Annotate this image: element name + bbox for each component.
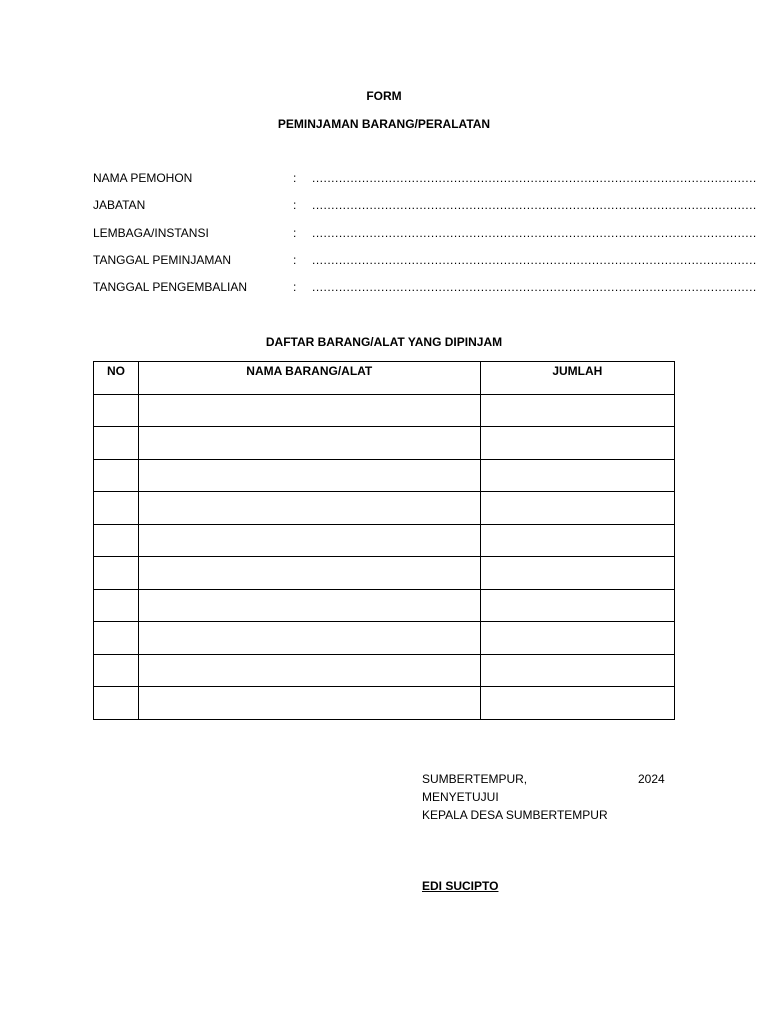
cell-no[interactable] [94, 622, 139, 655]
form-subtitle: PEMINJAMAN BARANG/PERALATAN [277, 117, 491, 131]
cell-no[interactable] [94, 394, 139, 427]
cell-nama-barang[interactable] [138, 589, 480, 622]
signature-position: KEPALA DESA SUMBERTEMPUR [422, 808, 608, 822]
cell-jumlah[interactable] [480, 654, 674, 687]
table-row [94, 394, 675, 427]
cell-no[interactable] [94, 459, 139, 492]
field-colon: : [293, 280, 297, 294]
signature-place: SUMBERTEMPUR, [422, 772, 528, 786]
table-row [94, 557, 675, 590]
cell-no[interactable] [94, 427, 139, 460]
field-nama-pemohon [93, 171, 757, 187]
cell-nama-barang[interactable] [138, 654, 480, 687]
field-fill-line[interactable]: .................................................................................................................... [312, 226, 757, 240]
column-header-no: NO [94, 362, 139, 395]
table-row [94, 654, 675, 687]
table-row [94, 622, 675, 655]
cell-nama-barang[interactable] [138, 492, 480, 525]
cell-no[interactable] [94, 557, 139, 590]
signature-name: EDI SUCIPTO [422, 879, 499, 893]
cell-no[interactable] [94, 492, 139, 525]
cell-nama-barang[interactable] [138, 524, 480, 557]
field-fill-line[interactable]: .................................................................................................................... [312, 253, 757, 267]
column-header-nama-barang: NAMA BARANG/ALAT [138, 362, 480, 395]
field-colon: : [293, 198, 297, 212]
cell-jumlah[interactable] [480, 394, 674, 427]
cell-no[interactable] [94, 524, 139, 557]
field-jabatan [93, 198, 757, 214]
field-fill-line[interactable]: .................................................................................................................... [312, 198, 757, 212]
field-colon: : [293, 171, 297, 185]
field-label: LEMBAGA/INSTANSI [93, 226, 209, 240]
cell-nama-barang[interactable] [138, 394, 480, 427]
field-tanggal-peminjaman [93, 253, 757, 269]
field-colon: : [293, 253, 297, 267]
table-row [94, 427, 675, 460]
table-row [94, 459, 675, 492]
cell-jumlah[interactable] [480, 524, 674, 557]
table-row [94, 589, 675, 622]
cell-jumlah[interactable] [480, 459, 674, 492]
field-label: TANGGAL PEMINJAMAN [93, 253, 232, 267]
field-fill-line[interactable]: .................................................................................................................... [312, 171, 757, 185]
field-tanggal-pengembalian [93, 280, 757, 296]
cell-nama-barang[interactable] [138, 622, 480, 655]
cell-jumlah[interactable] [480, 492, 674, 525]
cell-jumlah[interactable] [480, 557, 674, 590]
field-fill-line[interactable]: .................................................................................................................... [312, 280, 757, 294]
signature-approval: MENYETUJUI [422, 790, 499, 804]
table-row [94, 687, 675, 720]
items-table [93, 361, 675, 720]
cell-no[interactable] [94, 589, 139, 622]
table-row [94, 492, 675, 525]
cell-jumlah[interactable] [480, 622, 674, 655]
field-lembaga-instansi [93, 226, 757, 242]
field-label: JABATAN [93, 198, 146, 212]
cell-jumlah[interactable] [480, 427, 674, 460]
cell-nama-barang[interactable] [138, 459, 480, 492]
field-colon: : [293, 226, 297, 240]
cell-jumlah[interactable] [480, 589, 674, 622]
table-header-row [94, 362, 675, 395]
cell-nama-barang[interactable] [138, 427, 480, 460]
cell-no[interactable] [94, 654, 139, 687]
cell-nama-barang[interactable] [138, 557, 480, 590]
cell-no[interactable] [94, 687, 139, 720]
table-title: DAFTAR BARANG/ALAT YANG DIPINJAM [265, 335, 503, 349]
cell-jumlah[interactable] [480, 687, 674, 720]
field-label: NAMA PEMOHON [93, 171, 193, 185]
field-label: TANGGAL PENGEMBALIAN [93, 280, 248, 294]
column-header-jumlah: JUMLAH [480, 362, 674, 395]
signature-year: 2024 [638, 772, 665, 786]
table-row [94, 524, 675, 557]
cell-nama-barang[interactable] [138, 687, 480, 720]
form-title: FORM [366, 89, 402, 103]
